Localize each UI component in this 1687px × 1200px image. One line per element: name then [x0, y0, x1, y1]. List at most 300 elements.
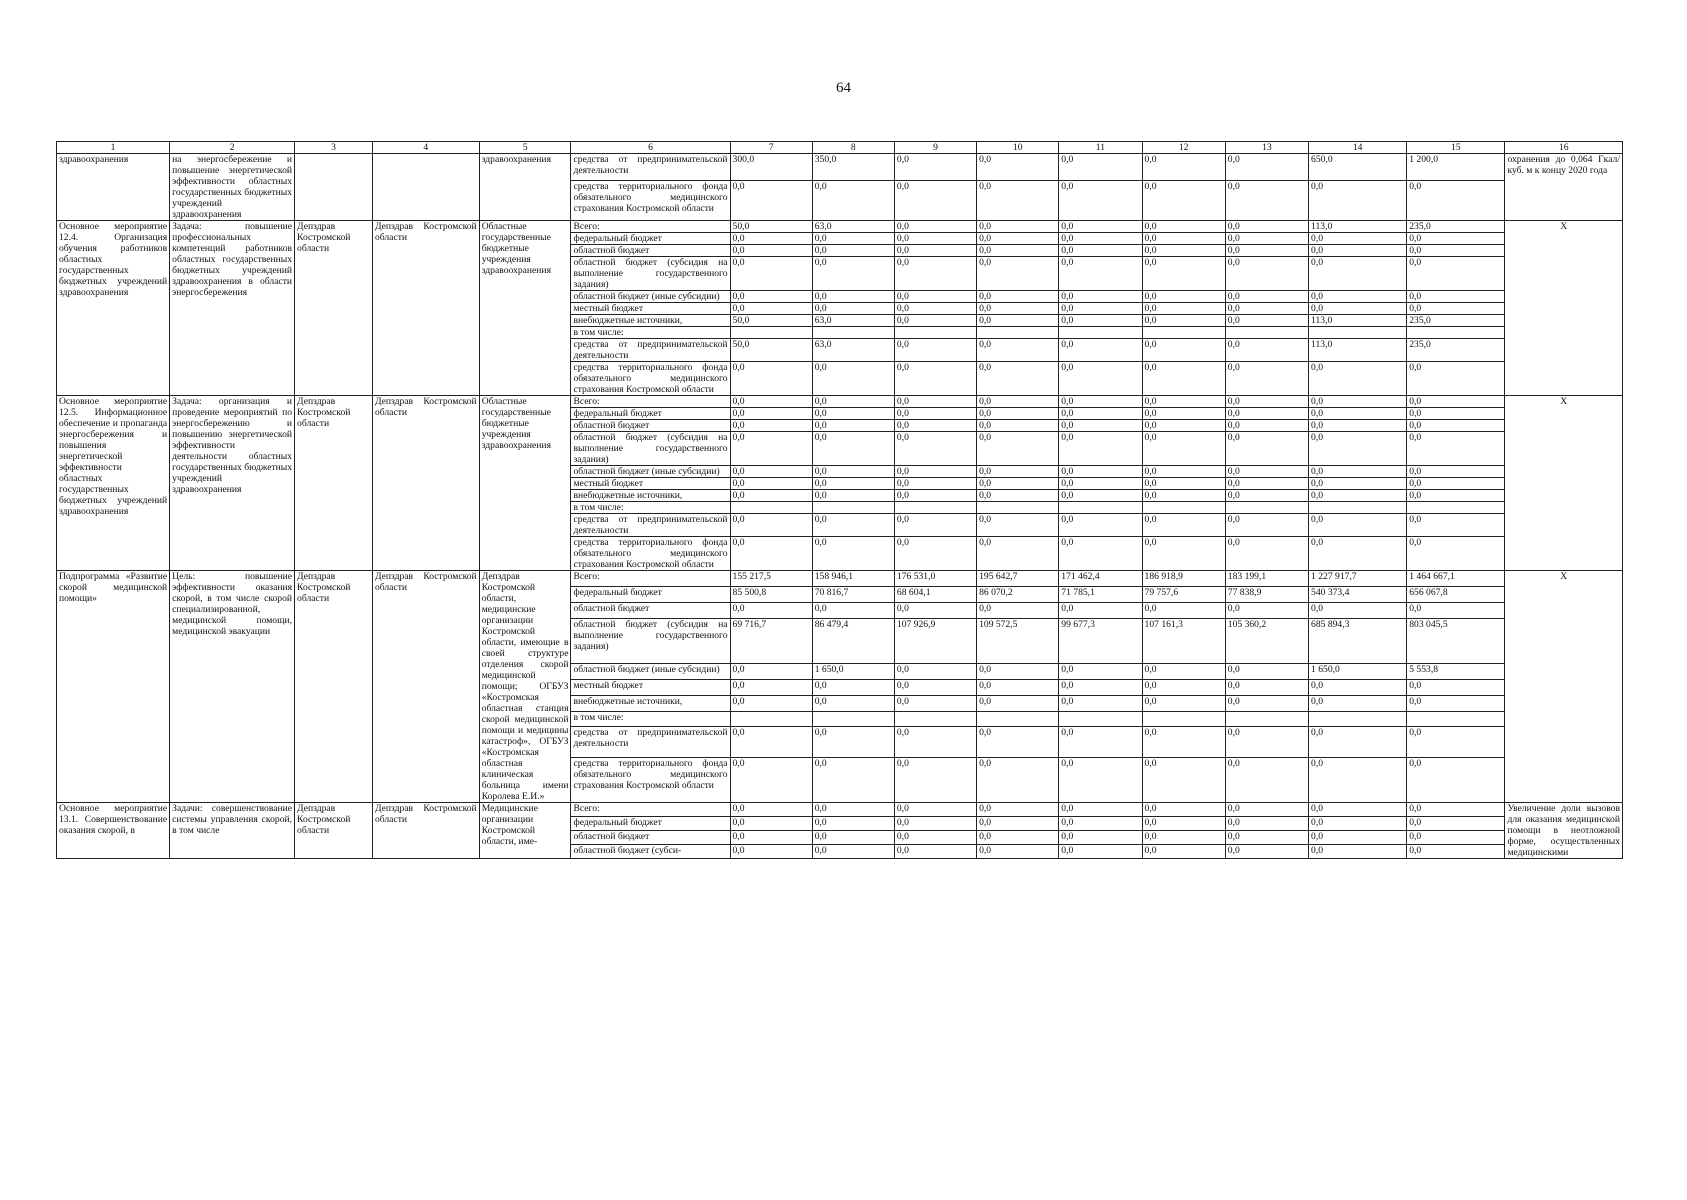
cell-col2: на энергосбережение и повышение энергетической эффективности областных государственных бюджетных учреждений здравоохранения	[170, 154, 295, 221]
cell-amount-col13: 0,0	[1225, 257, 1308, 291]
cell-amount-col7: 0,0	[730, 291, 812, 303]
cell-amount-col9: 0,0	[894, 602, 976, 618]
cell-funding-source: Всего:	[571, 571, 730, 587]
cell-col3	[295, 154, 373, 221]
cell-funding-source: областной бюджет	[571, 831, 730, 845]
cell-amount-col14: 0,0	[1309, 537, 1407, 571]
cell-amount-col15: 1 200,0	[1407, 154, 1505, 181]
cell-funding-source: средства территориального фонда обязательного медицинского страхования Костромской области	[571, 362, 730, 396]
cell-amount-col11: 0,0	[1059, 233, 1142, 245]
table-row	[57, 571, 1623, 587]
cell-amount-col12: 0,0	[1142, 537, 1225, 571]
cell-amount-col8: 0,0	[812, 514, 894, 537]
cell-amount-col11: 0,0	[1059, 221, 1142, 233]
cell-amount-col9: 0,0	[894, 362, 976, 396]
cell-amount-col8: 0,0	[812, 432, 894, 466]
cell-amount-col12: 0,0	[1142, 831, 1225, 845]
cell-amount-col13: 0,0	[1225, 396, 1308, 408]
cell-amount-col13: 105 360,2	[1225, 618, 1308, 663]
cell-amount-col10: 0,0	[977, 663, 1059, 679]
cell-amount-col8: 0,0	[812, 490, 894, 502]
cell-amount-col13: 0,0	[1225, 478, 1308, 490]
cell-amount-col15: 235,0	[1407, 315, 1505, 327]
cell-funding-source: областной бюджет (субси-	[571, 845, 730, 859]
cell-col5: здравоохранения	[479, 154, 571, 221]
cell-amount-col8: 0,0	[812, 695, 894, 711]
cell-amount-col11: 0,0	[1059, 817, 1142, 831]
cell-col4: Депздрав Костромской области	[372, 803, 479, 859]
cell-amount-col9: 0,0	[894, 679, 976, 695]
cell-amount-col13	[1225, 327, 1308, 339]
cell-amount-col14: 0,0	[1309, 257, 1407, 291]
cell-amount-col11: 0,0	[1059, 602, 1142, 618]
column-header-16: 16	[1505, 142, 1623, 154]
cell-amount-col12: 0,0	[1142, 420, 1225, 432]
cell-amount-col14	[1309, 327, 1407, 339]
cell-amount-col10: 0,0	[977, 466, 1059, 478]
cell-amount-col7: 0,0	[730, 303, 812, 315]
column-header-10: 10	[977, 142, 1059, 154]
cell-amount-col15: 0,0	[1407, 831, 1505, 845]
cell-amount-col14: 0,0	[1309, 727, 1407, 757]
cell-amount-col7: 0,0	[730, 803, 812, 817]
cell-amount-col7: 0,0	[730, 396, 812, 408]
cell-amount-col11: 0,0	[1059, 831, 1142, 845]
cell-amount-col11	[1059, 502, 1142, 514]
column-header-14: 14	[1309, 142, 1407, 154]
cell-amount-col8: 0,0	[812, 845, 894, 859]
cell-amount-col12: 0,0	[1142, 233, 1225, 245]
cell-amount-col8: 0,0	[812, 245, 894, 257]
cell-amount-col8: 0,0	[812, 803, 894, 817]
cell-amount-col15: 0,0	[1407, 817, 1505, 831]
cell-amount-col7	[730, 711, 812, 727]
cell-amount-col15	[1407, 711, 1505, 727]
cell-amount-col13: 0,0	[1225, 466, 1308, 478]
cell-amount-col9: 0,0	[894, 408, 976, 420]
cell-amount-col7: 0,0	[730, 362, 812, 396]
cell-amount-col9: 0,0	[894, 803, 976, 817]
cell-amount-col12: 186 918,9	[1142, 571, 1225, 587]
cell-amount-col14	[1309, 711, 1407, 727]
cell-amount-col7: 0,0	[730, 757, 812, 802]
cell-funding-source: местный бюджет	[571, 478, 730, 490]
cell-amount-col7: 50,0	[730, 221, 812, 233]
cell-amount-col11: 0,0	[1059, 478, 1142, 490]
cell-amount-col14: 0,0	[1309, 757, 1407, 802]
cell-amount-col10: 0,0	[977, 537, 1059, 571]
cell-col4	[372, 154, 479, 221]
cell-amount-col8: 0,0	[812, 303, 894, 315]
cell-amount-col14: 0,0	[1309, 303, 1407, 315]
cell-amount-col7: 0,0	[730, 181, 812, 221]
cell-amount-col13	[1225, 502, 1308, 514]
cell-amount-col14: 0,0	[1309, 291, 1407, 303]
cell-amount-col8	[812, 502, 894, 514]
column-header-1: 1	[57, 142, 170, 154]
cell-amount-col15: 0,0	[1407, 803, 1505, 817]
cell-amount-col9: 0,0	[894, 257, 976, 291]
cell-funding-source: федеральный бюджет	[571, 233, 730, 245]
cell-amount-col15: 0,0	[1407, 396, 1505, 408]
cell-amount-col15: 0,0	[1407, 257, 1505, 291]
cell-amount-col15: 0,0	[1407, 181, 1505, 221]
cell-amount-col9: 68 604,1	[894, 586, 976, 602]
cell-amount-col12: 0,0	[1142, 303, 1225, 315]
cell-amount-col10: 0,0	[977, 478, 1059, 490]
cell-amount-col10: 0,0	[977, 396, 1059, 408]
cell-amount-col15: 0,0	[1407, 490, 1505, 502]
cell-amount-col9: 0,0	[894, 291, 976, 303]
cell-amount-col12: 0,0	[1142, 514, 1225, 537]
cell-amount-col12: 0,0	[1142, 490, 1225, 502]
cell-funding-source: Всего:	[571, 803, 730, 817]
cell-amount-col13: 0,0	[1225, 845, 1308, 859]
cell-amount-col14: 0,0	[1309, 679, 1407, 695]
cell-amount-col13: 0,0	[1225, 245, 1308, 257]
cell-amount-col8: 63,0	[812, 339, 894, 362]
cell-amount-col9: 0,0	[894, 315, 976, 327]
cell-col16: охранения до 0,064 Гкал/куб. м к концу 2020 года	[1505, 154, 1623, 221]
cell-amount-col12: 0,0	[1142, 408, 1225, 420]
cell-amount-col9: 0,0	[894, 466, 976, 478]
cell-amount-col15	[1407, 502, 1505, 514]
cell-col2: Цель: повышение эффективности оказания скорой, в том числе скорой специализированной, медицинской помощи, медицинской эвакуации	[170, 571, 295, 803]
cell-funding-source: в том числе:	[571, 502, 730, 514]
cell-amount-col7: 50,0	[730, 315, 812, 327]
cell-amount-col9: 176 531,0	[894, 571, 976, 587]
cell-amount-col8: 0,0	[812, 396, 894, 408]
cell-col2: Задача: организация и проведение мероприятий по энергосбережению и повышению энергетической эффективности деятельности областных государственных бюджетных учреждений здравоохранения	[170, 396, 295, 571]
cell-amount-col10: 0,0	[977, 757, 1059, 802]
cell-amount-col12: 0,0	[1142, 221, 1225, 233]
cell-amount-col15: 0,0	[1407, 466, 1505, 478]
cell-amount-col7: 0,0	[730, 831, 812, 845]
cell-amount-col15: 0,0	[1407, 432, 1505, 466]
cell-amount-col9: 0,0	[894, 695, 976, 711]
cell-amount-col13: 0,0	[1225, 727, 1308, 757]
table-row	[57, 154, 1623, 181]
column-header-5: 5	[479, 142, 571, 154]
cell-amount-col12: 0,0	[1142, 362, 1225, 396]
cell-funding-source: в том числе:	[571, 711, 730, 727]
cell-amount-col9: 0,0	[894, 663, 976, 679]
cell-amount-col8: 0,0	[812, 408, 894, 420]
table-row	[57, 221, 1623, 233]
cell-amount-col10: 0,0	[977, 154, 1059, 181]
cell-amount-col7	[730, 502, 812, 514]
cell-amount-col12: 0,0	[1142, 478, 1225, 490]
cell-amount-col13: 0,0	[1225, 695, 1308, 711]
cell-amount-col11: 0,0	[1059, 396, 1142, 408]
cell-amount-col10: 0,0	[977, 315, 1059, 327]
cell-amount-col14: 540 373,4	[1309, 586, 1407, 602]
cell-amount-col10: 109 572,5	[977, 618, 1059, 663]
cell-amount-col10: 0,0	[977, 817, 1059, 831]
cell-amount-col13: 0,0	[1225, 315, 1308, 327]
cell-funding-source: Всего:	[571, 396, 730, 408]
column-header-8: 8	[812, 142, 894, 154]
cell-amount-col12: 0,0	[1142, 679, 1225, 695]
cell-amount-col14: 113,0	[1309, 339, 1407, 362]
cell-amount-col12: 0,0	[1142, 695, 1225, 711]
column-header-12: 12	[1142, 142, 1225, 154]
cell-amount-col10: 0,0	[977, 221, 1059, 233]
cell-amount-col15: 0,0	[1407, 537, 1505, 571]
cell-amount-col8: 0,0	[812, 602, 894, 618]
table-row	[57, 803, 1623, 817]
cell-amount-col7: 85 500,8	[730, 586, 812, 602]
cell-amount-col9	[894, 502, 976, 514]
cell-funding-source: областной бюджет (иные субсидии)	[571, 466, 730, 478]
table-row	[57, 396, 1623, 408]
cell-amount-col13: 0,0	[1225, 817, 1308, 831]
cell-amount-col12: 79 757,6	[1142, 586, 1225, 602]
cell-amount-col7: 0,0	[730, 478, 812, 490]
cell-amount-col12: 0,0	[1142, 432, 1225, 466]
cell-col16: X	[1505, 221, 1623, 396]
cell-amount-col15: 0,0	[1407, 602, 1505, 618]
cell-amount-col15	[1407, 327, 1505, 339]
cell-col1: Основное мероприятие 12.4. Организация обучения работников областных государственных бюджетных учреждений здравоохранения	[57, 221, 170, 396]
cell-amount-col9: 0,0	[894, 727, 976, 757]
cell-amount-col11: 0,0	[1059, 663, 1142, 679]
cell-amount-col12: 0,0	[1142, 602, 1225, 618]
cell-amount-col7: 50,0	[730, 339, 812, 362]
cell-amount-col9: 0,0	[894, 490, 976, 502]
cell-amount-col11: 0,0	[1059, 679, 1142, 695]
cell-amount-col10: 0,0	[977, 257, 1059, 291]
cell-amount-col12: 0,0	[1142, 803, 1225, 817]
cell-amount-col11: 0,0	[1059, 757, 1142, 802]
cell-amount-col13: 0,0	[1225, 663, 1308, 679]
cell-funding-source: средства территориального фонда обязательного медицинского страхования Костромской области	[571, 537, 730, 571]
cell-amount-col11: 0,0	[1059, 695, 1142, 711]
cell-amount-col9: 0,0	[894, 831, 976, 845]
cell-amount-col12: 0,0	[1142, 727, 1225, 757]
cell-funding-source: областной бюджет (субсидия на выполнение государственного задания)	[571, 257, 730, 291]
cell-amount-col10: 86 070,2	[977, 586, 1059, 602]
cell-amount-col13: 0,0	[1225, 181, 1308, 221]
cell-funding-source: средства от предпринимательской деятельности	[571, 727, 730, 757]
cell-funding-source: внебюджетные источники,	[571, 315, 730, 327]
cell-amount-col10: 0,0	[977, 181, 1059, 221]
cell-funding-source: средства от предпринимательской деятельности	[571, 339, 730, 362]
cell-amount-col8: 70 816,7	[812, 586, 894, 602]
cell-amount-col14: 0,0	[1309, 181, 1407, 221]
cell-amount-col10: 0,0	[977, 514, 1059, 537]
cell-amount-col9: 0,0	[894, 420, 976, 432]
cell-amount-col14: 0,0	[1309, 420, 1407, 432]
cell-amount-col7: 0,0	[730, 245, 812, 257]
cell-amount-col11: 0,0	[1059, 432, 1142, 466]
cell-amount-col10: 0,0	[977, 420, 1059, 432]
cell-col1: здравоохранения	[57, 154, 170, 221]
cell-amount-col13: 0,0	[1225, 757, 1308, 802]
cell-amount-col7: 0,0	[730, 233, 812, 245]
cell-amount-col7: 69 716,7	[730, 618, 812, 663]
cell-amount-col15: 0,0	[1407, 291, 1505, 303]
cell-amount-col9: 0,0	[894, 339, 976, 362]
cell-amount-col14: 0,0	[1309, 478, 1407, 490]
cell-amount-col14: 650,0	[1309, 154, 1407, 181]
cell-amount-col11	[1059, 327, 1142, 339]
cell-amount-col11: 99 677,3	[1059, 618, 1142, 663]
cell-amount-col11: 0,0	[1059, 315, 1142, 327]
cell-amount-col13: 0,0	[1225, 514, 1308, 537]
cell-funding-source: федеральный бюджет	[571, 586, 730, 602]
cell-amount-col8: 0,0	[812, 757, 894, 802]
cell-amount-col12: 0,0	[1142, 757, 1225, 802]
cell-amount-col13: 0,0	[1225, 154, 1308, 181]
cell-amount-col9: 0,0	[894, 817, 976, 831]
cell-funding-source: федеральный бюджет	[571, 817, 730, 831]
cell-amount-col12: 0,0	[1142, 339, 1225, 362]
column-header-2: 2	[170, 142, 295, 154]
cell-amount-col12	[1142, 711, 1225, 727]
cell-amount-col15: 0,0	[1407, 679, 1505, 695]
cell-amount-col8: 0,0	[812, 817, 894, 831]
cell-amount-col11: 0,0	[1059, 514, 1142, 537]
cell-amount-col8: 86 479,4	[812, 618, 894, 663]
cell-col5: Областные государственные бюджетные учреждения здравоохранения	[479, 396, 571, 571]
cell-col1: Основное мероприятие 13.1. Совершенствование оказания скорой, в	[57, 803, 170, 859]
page-number: 64	[836, 80, 851, 96]
cell-amount-col14: 0,0	[1309, 803, 1407, 817]
cell-amount-col8: 0,0	[812, 466, 894, 478]
cell-amount-col13: 0,0	[1225, 221, 1308, 233]
cell-amount-col8: 0,0	[812, 233, 894, 245]
cell-amount-col10: 195 642,7	[977, 571, 1059, 587]
cell-amount-col14: 0,0	[1309, 695, 1407, 711]
cell-amount-col8: 350,0	[812, 154, 894, 181]
cell-funding-source: средства территориального фонда обязательного медицинского страхования Костромской области	[571, 757, 730, 802]
cell-amount-col9: 0,0	[894, 514, 976, 537]
cell-amount-col15: 0,0	[1407, 245, 1505, 257]
cell-funding-source: в том числе:	[571, 327, 730, 339]
cell-amount-col13: 0,0	[1225, 420, 1308, 432]
cell-funding-source: местный бюджет	[571, 303, 730, 315]
cell-amount-col13: 0,0	[1225, 803, 1308, 817]
cell-amount-col14: 0,0	[1309, 362, 1407, 396]
cell-amount-col7: 0,0	[730, 408, 812, 420]
cell-amount-col14: 1 650,0	[1309, 663, 1407, 679]
cell-amount-col10: 0,0	[977, 803, 1059, 817]
cell-amount-col8	[812, 711, 894, 727]
cell-amount-col11: 0,0	[1059, 490, 1142, 502]
cell-amount-col7: 0,0	[730, 466, 812, 478]
cell-amount-col11: 171 462,4	[1059, 571, 1142, 587]
cell-amount-col11: 0,0	[1059, 408, 1142, 420]
cell-col5: Областные государственные бюджетные учреждения здравоохранения	[479, 221, 571, 396]
cell-amount-col10: 0,0	[977, 233, 1059, 245]
cell-amount-col7: 0,0	[730, 663, 812, 679]
cell-amount-col12	[1142, 327, 1225, 339]
cell-amount-col13: 77 838,9	[1225, 586, 1308, 602]
cell-amount-col12: 0,0	[1142, 245, 1225, 257]
cell-amount-col8: 0,0	[812, 291, 894, 303]
cell-amount-col11: 0,0	[1059, 291, 1142, 303]
cell-amount-col7: 0,0	[730, 537, 812, 571]
cell-amount-col11: 0,0	[1059, 537, 1142, 571]
cell-amount-col7: 0,0	[730, 695, 812, 711]
column-header-3: 3	[295, 142, 373, 154]
cell-amount-col11: 0,0	[1059, 181, 1142, 221]
cell-funding-source: внебюджетные источники,	[571, 695, 730, 711]
cell-funding-source: местный бюджет	[571, 679, 730, 695]
cell-amount-col9: 0,0	[894, 478, 976, 490]
cell-amount-col13: 0,0	[1225, 602, 1308, 618]
cell-amount-col14: 0,0	[1309, 245, 1407, 257]
cell-amount-col11: 0,0	[1059, 362, 1142, 396]
cell-amount-col10: 0,0	[977, 362, 1059, 396]
cell-amount-col12: 0,0	[1142, 315, 1225, 327]
cell-amount-col12: 0,0	[1142, 817, 1225, 831]
cell-funding-source: областной бюджет	[571, 420, 730, 432]
cell-amount-col13: 0,0	[1225, 291, 1308, 303]
cell-col1: Основное мероприятие 12.5. Информационное обеспечение и пропаганда энергосбережения и повышения энергетической эффективности областных государственных бюджетных учреждений здравоохранения	[57, 396, 170, 571]
cell-funding-source: средства территориального фонда обязательного медицинского страхования Костромской области	[571, 181, 730, 221]
cell-amount-col14: 0,0	[1309, 408, 1407, 420]
column-header-4: 4	[372, 142, 479, 154]
cell-amount-col11: 0,0	[1059, 245, 1142, 257]
cell-funding-source: областной бюджет (субсидия на выполнение государственного задания)	[571, 432, 730, 466]
cell-amount-col8: 0,0	[812, 257, 894, 291]
cell-amount-col9: 0,0	[894, 432, 976, 466]
cell-amount-col15: 1 464 667,1	[1407, 571, 1505, 587]
cell-amount-col12: 0,0	[1142, 663, 1225, 679]
cell-col16: Увеличение доли вызовов для оказания медицинской помощи в неотложной форме, осуществленных медицинскими	[1505, 803, 1623, 859]
cell-amount-col8: 0,0	[812, 831, 894, 845]
cell-amount-col15: 803 045,5	[1407, 618, 1505, 663]
cell-amount-col13: 0,0	[1225, 303, 1308, 315]
cell-col1: Подпрограмма «Развитие скорой медицинской помощи»	[57, 571, 170, 803]
cell-amount-col7: 0,0	[730, 432, 812, 466]
cell-amount-col10: 0,0	[977, 831, 1059, 845]
cell-amount-col10: 0,0	[977, 432, 1059, 466]
cell-amount-col9: 0,0	[894, 233, 976, 245]
cell-amount-col13: 0,0	[1225, 537, 1308, 571]
cell-amount-col7: 0,0	[730, 257, 812, 291]
cell-amount-col15: 0,0	[1407, 757, 1505, 802]
cell-col2: Задача: повышение профессиональных компетенций работников областных государственных бюджетных учреждений здравоохранения в области энергосбережения	[170, 221, 295, 396]
cell-funding-source: федеральный бюджет	[571, 408, 730, 420]
cell-col16: X	[1505, 396, 1623, 571]
cell-amount-col11: 0,0	[1059, 303, 1142, 315]
cell-amount-col15: 656 067,8	[1407, 586, 1505, 602]
cell-amount-col14: 0,0	[1309, 432, 1407, 466]
cell-amount-col14: 0,0	[1309, 514, 1407, 537]
cell-amount-col12: 0,0	[1142, 845, 1225, 859]
cell-amount-col12: 107 161,3	[1142, 618, 1225, 663]
cell-amount-col15: 5 553,8	[1407, 663, 1505, 679]
cell-amount-col10: 0,0	[977, 679, 1059, 695]
cell-amount-col9: 0,0	[894, 757, 976, 802]
cell-col2: Задачи: совершенствование системы управления скорой, в том числе	[170, 803, 295, 859]
cell-amount-col14: 0,0	[1309, 845, 1407, 859]
cell-amount-col13: 0,0	[1225, 490, 1308, 502]
cell-amount-col9	[894, 711, 976, 727]
cell-amount-col12: 0,0	[1142, 181, 1225, 221]
cell-amount-col14: 0,0	[1309, 602, 1407, 618]
cell-amount-col8: 0,0	[812, 420, 894, 432]
cell-amount-col14: 0,0	[1309, 831, 1407, 845]
cell-amount-col13: 0,0	[1225, 432, 1308, 466]
cell-amount-col7: 0,0	[730, 817, 812, 831]
cell-amount-col12: 0,0	[1142, 466, 1225, 478]
cell-amount-col7: 0,0	[730, 602, 812, 618]
cell-col3: Депздрав Костромской области	[295, 803, 373, 859]
